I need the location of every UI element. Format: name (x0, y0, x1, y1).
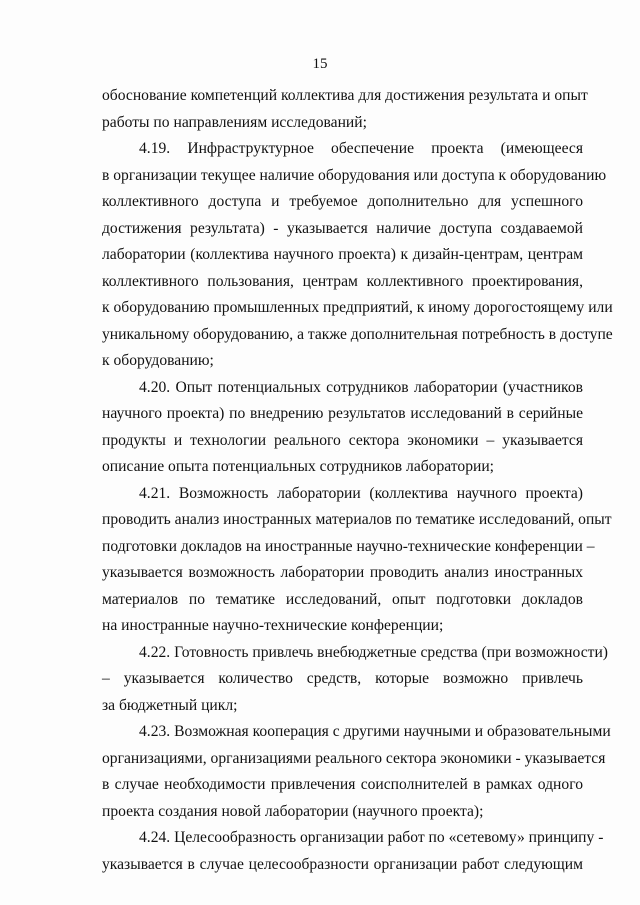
paragraph-heading-4-24: 4.24. Целесообразность организации работ по «сетевому» принципу - (139, 829, 604, 846)
text-line: – указывается количество средств, которые возможно привлечь (102, 670, 583, 687)
text-line: подготовки докладов на иностранные научно-технические конференции – (102, 538, 595, 555)
text-line: указывается возможность лаборатории проводить анализ иностранных (102, 564, 583, 581)
page-number: 15 (312, 56, 328, 72)
text-line: коллективного пользования, центрам коллективного проектирования, (102, 273, 583, 290)
paragraph-heading-4-20: 4.20. Опыт потенциальных сотрудников лаборатории (участников (139, 379, 583, 396)
text-line: проекта создания новой лаборатории (научного проекта); (102, 803, 484, 820)
text-line: на иностранные научно-технические конференции; (102, 617, 444, 634)
text-line: за бюджетный цикл; (102, 697, 238, 714)
text-line: описание опыта потенциальных сотрудников лаборатории; (102, 458, 495, 475)
text-line: лаборатории (коллектива научного проекта) к дизайн-центрам, центрам (102, 246, 583, 263)
text-line: работы по направлениям исследований; (102, 114, 367, 131)
text-line: уникальному оборудованию, а также дополнительная потребность в доступе (102, 326, 613, 343)
text-line: коллективного доступа и требуемое дополнительно для успешного (102, 193, 583, 210)
text-line: материалов по тематике исследований, опыт подготовки докладов (102, 591, 583, 608)
paragraph-heading-4-22: 4.22. Готовность привлечь внебюджетные средства (при возможности) (139, 644, 608, 661)
paragraph-heading-4-19: 4.19. Инфраструктурное обеспечение проекта (имеющееся (139, 140, 583, 157)
text-line: к оборудованию; (102, 352, 214, 369)
paragraph-heading-4-21: 4.21. Возможность лаборатории (коллектива научного проекта) (139, 485, 583, 502)
text-line: проводить анализ иностранных материалов по тематике исследований, опыт (102, 511, 612, 528)
text-line: организациями, организациями реального сектора экономики - указывается (102, 750, 606, 767)
text-line: достижения результата) - указывается наличие доступа создаваемой (102, 220, 583, 237)
text-line: к оборудованию промышленных предприятий, к иному дорогостоящему или (102, 299, 613, 316)
text-line: обоснование компетенций коллектива для достижения результата и опыт (102, 87, 588, 104)
text-line: продукты и технологии реального сектора экономики – указывается (102, 432, 583, 449)
text-line: научного проекта) по внедрению результатов исследований в серийные (102, 405, 583, 422)
paragraph-heading-4-23: 4.23. Возможная кооперация с другими научными и образовательными (139, 723, 611, 740)
text-line: указывается в случае целесообразности организации работ следующим (102, 856, 583, 873)
text-line: в организации текущее наличие оборудования или доступа к оборудованию (102, 167, 607, 184)
text-line: в случае необходимости привлечения соисполнителей в рамках одного (102, 776, 583, 793)
